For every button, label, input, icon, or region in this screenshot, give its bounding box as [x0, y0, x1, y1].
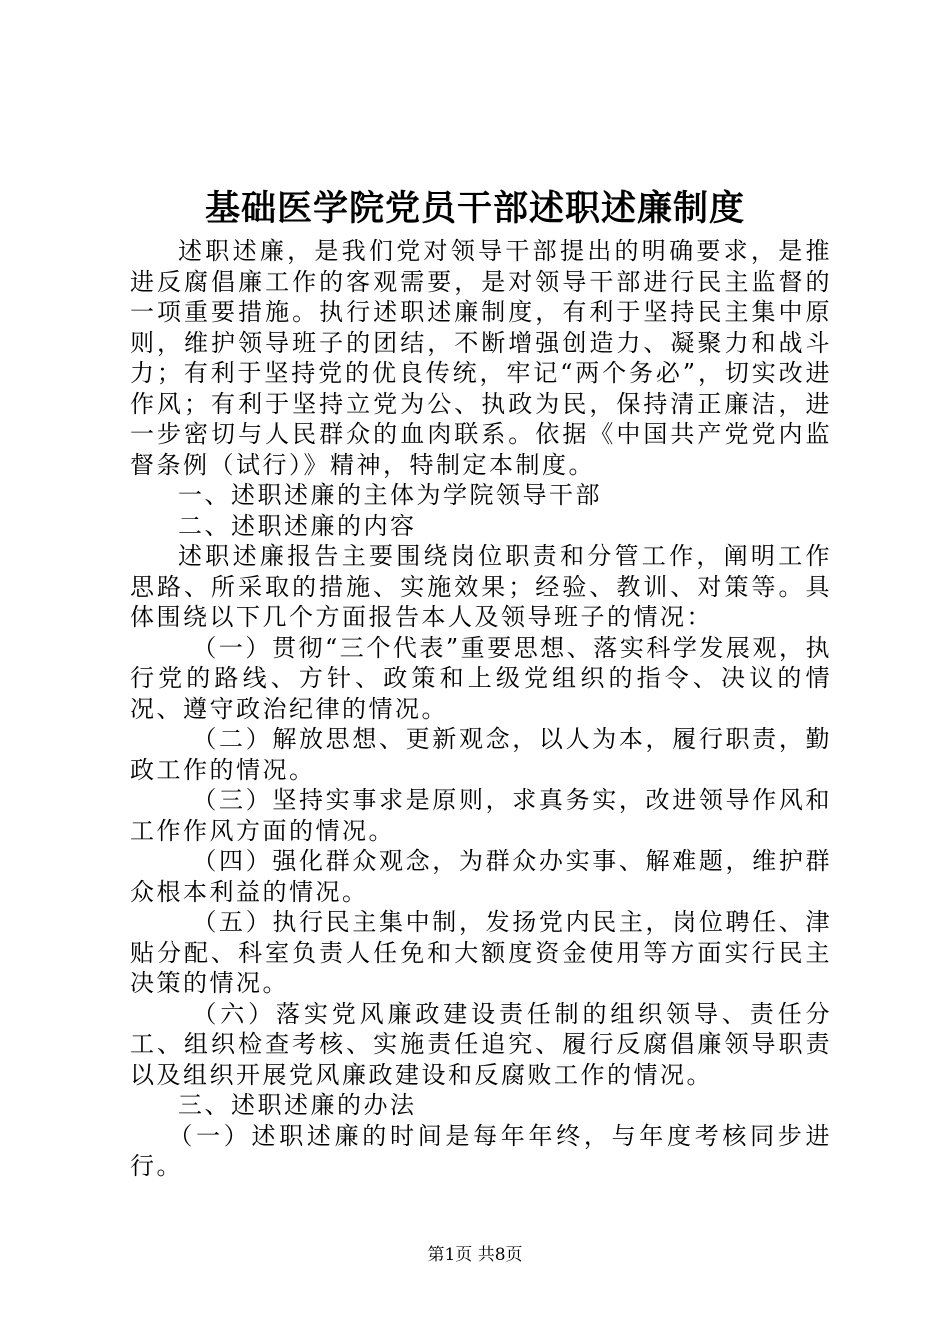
section-heading-2: 二、述职述廉的内容: [178, 511, 417, 540]
page-title: 基础医学院党员干部述职述廉制度: [204, 188, 745, 229]
page-number: 第1页 共8页: [427, 1245, 523, 1265]
section-heading-3: 三、述职述廉的办法: [178, 1091, 417, 1119]
method-item-1: （一）述职述廉的时间是每年年终，与年度考核同步进行。: [130, 1121, 832, 1180]
list-item-6: （六）落实党风廉政建设责任制的组织领导、责任分工、组织检查考核、实施责任追究、履行反腐倡廉领导职责以及组织开展党风廉政建设和反腐败工作的情况。: [130, 999, 832, 1089]
section-heading-1: 一、述职述廉的主体为学院领导干部: [178, 481, 602, 509]
list-item-5: （五）执行民主集中制，发扬党内民主，岗位聘任、津贴分配、科室负责人任免和大额度资金使用等方面实行民主决策的情况。: [130, 908, 832, 997]
paragraph-content-summary: 述职述廉报告主要围绕岗位职责和分管工作，阐明工作思路、所采取的措施、实施效果；经验、教训、对策等。具体围绕以下几个方面报告本人及领导班子的情况：: [130, 542, 832, 631]
list-item-1: （一）贯彻“三个代表”重要思想、落实科学发展观，执行党的路线、方针、政策和上级党组织的指令、决议的情况、遵守政治纪律的情况。: [130, 633, 832, 723]
list-item-3: （三）坚持实事求是原则，求真务实，改进领导作风和工作作风方面的情况。: [130, 786, 832, 845]
paragraph-intro: 述职述廉，是我们党对领导干部提出的明确要求，是推进反腐倡廉工作的客观需要，是对领导干部进行民主监督的一项重要措施。执行述职述廉制度，有利于坚持民主集中原则，维护领导班子的团结，不断增强创造力、凝聚力和战斗力；有利于坚持党的优良传统，牢记“两个务必”，切实改进作风；有利于坚持立党为公、执政为民，保持清正廉洁，进一步密切与人民群众的血肉联系。依据《中国共产党党内监督条例（试行）》精神，特制定本制度。: [130, 237, 832, 479]
list-item-4: （四）强化群众观念，为群众办实事、解难题，维护群众根本利益的情况。: [130, 847, 832, 906]
document-body: [130, 236, 832, 1182]
list-item-2: （二）解放思想、更新观念，以人为本，履行职责，勤政工作的情况。: [130, 725, 832, 784]
